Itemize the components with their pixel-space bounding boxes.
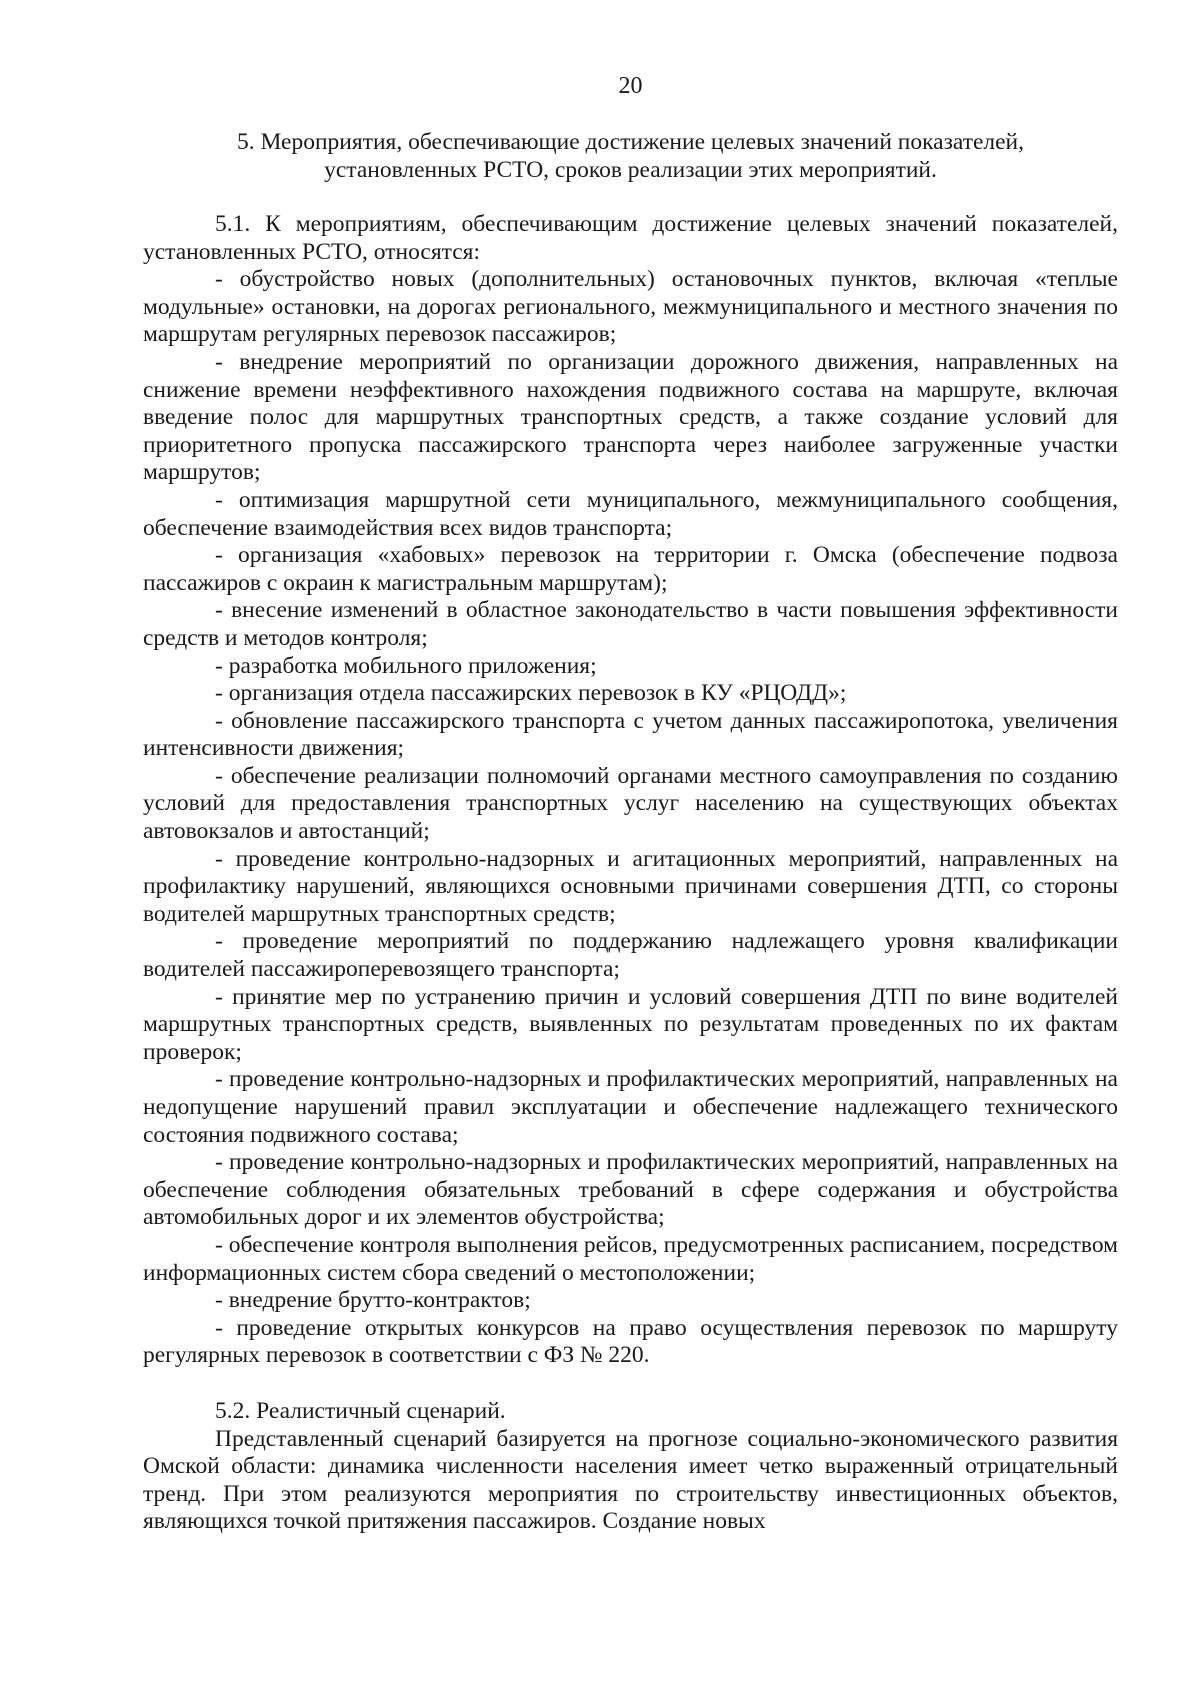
list-item: - оптимизация маршрутной сети муниципального, межмуниципального сообщения, обеспечение взаимодействия всех видов транспорта; xyxy=(143,486,1118,541)
list-item: - обустройство новых (дополнительных) остановочных пунктов, включая «теплые модульные» остановки, на дорогах регионального, межмуниципального и местного значения по маршрутам регулярных перевозок пассажиров; xyxy=(143,266,1118,348)
list-item: - проведение контрольно-надзорных и профилактических мероприятий, направленных на недопущение нарушений правил эксплуатации и обеспечение надлежащего технического состояния подвижного состава; xyxy=(143,1066,1118,1148)
list-item: - обеспечение контроля выполнения рейсов, предусмотренных расписанием, посредством информационных систем сбора сведений о местоположении; xyxy=(143,1231,1118,1286)
list-item: - проведение контрольно-надзорных и профилактических мероприятий, направленных на обеспечение соблюдения обязательных требований в сфере содержания и обустройства автомобильных дорог и их элементов обустройства; xyxy=(143,1149,1118,1231)
section-heading xyxy=(143,128,1118,184)
section-heading-line-1: 5. Мероприятия, обеспечивающие достижение целевых значений показателей, xyxy=(236,129,1025,155)
list-item: - организация «хабовых» перевозок на территории г. Омска (обеспечение подвоза пассажиров с окраин к магистральным маршрутам); xyxy=(143,542,1118,596)
list-item: - проведение мероприятий по поддержанию надлежащего уровня квалификации водителей пассажироперевозящего транспорта; xyxy=(143,928,1118,983)
section-5-2-text: Представленный сценарий базируется на прогнозе социально-экономического развития Омской области: динамика численности населения имеет четко выраженный отрицательный тренд. При этом реализуются мероприятия по строительству инвестиционных объектов, являющихся точкой притяжения пассажиров. Создание новых xyxy=(143,1425,1118,1535)
list-item: - внесение изменений в областное законодательство в части повышения эффективности средств и методов контроля; xyxy=(143,597,1118,651)
section-5-2-title: 5.2. Реалистичный сценарий. xyxy=(215,1397,506,1424)
list-item: - обновление пассажирского транспорта с учетом данных пассажиропотока, увеличения интенсивности движения; xyxy=(143,707,1118,762)
body-text xyxy=(143,211,1118,1536)
paragraph-gap xyxy=(143,1370,1118,1398)
list-item: - проведение контрольно-надзорных и агитационных мероприятий, направленных на профилактику нарушений, являющихся основными причинами совершения ДТП, со стороны водителей маршрутных транспортных средств; xyxy=(143,845,1118,927)
list-item: - внедрение мероприятий по организации дорожного движения, направленных на снижение времени неэффективного нахождения подвижного состава на маршруте, включая введение полос для маршрутных транспортных средств, а также создание условий для приоритетного пропуска пассажирского транспорта через наиболее загруженные участки маршрутов; xyxy=(143,348,1118,486)
page-number: 20 xyxy=(618,73,643,99)
section-heading-line-2: установленных РСТО, сроков реализации этих мероприятий. xyxy=(324,157,937,183)
list-item: - проведение открытых конкурсов на право осуществления перевозок по маршруту регулярных перевозок в соответствии с ФЗ № 220. xyxy=(143,1314,1118,1369)
list-item: - разработка мобильного приложения; xyxy=(215,652,597,679)
list-item: - принятие мер по устранению причин и условий совершения ДТП по вине водителей маршрутных транспортных средств, выявленных по результатам проведенных по их фактам проверок; xyxy=(143,983,1118,1065)
list-item: - организация отдела пассажирских перевозок в КУ «РЦОДД»; xyxy=(215,680,847,707)
section-5-1-intro: 5.1. К мероприятиям, обеспечивающим достижение целевых значений показателей, установленных РСТО, относятся: xyxy=(143,211,1118,265)
document-page xyxy=(143,0,1118,1697)
list-item: - обеспечение реализации полномочий органами местного самоуправления по созданию условий для предоставления транспортных услуг населению на существующих объектах автовокзалов и автостанций; xyxy=(143,762,1118,845)
list-item: - внедрение брутто-контрактов; xyxy=(215,1287,531,1314)
